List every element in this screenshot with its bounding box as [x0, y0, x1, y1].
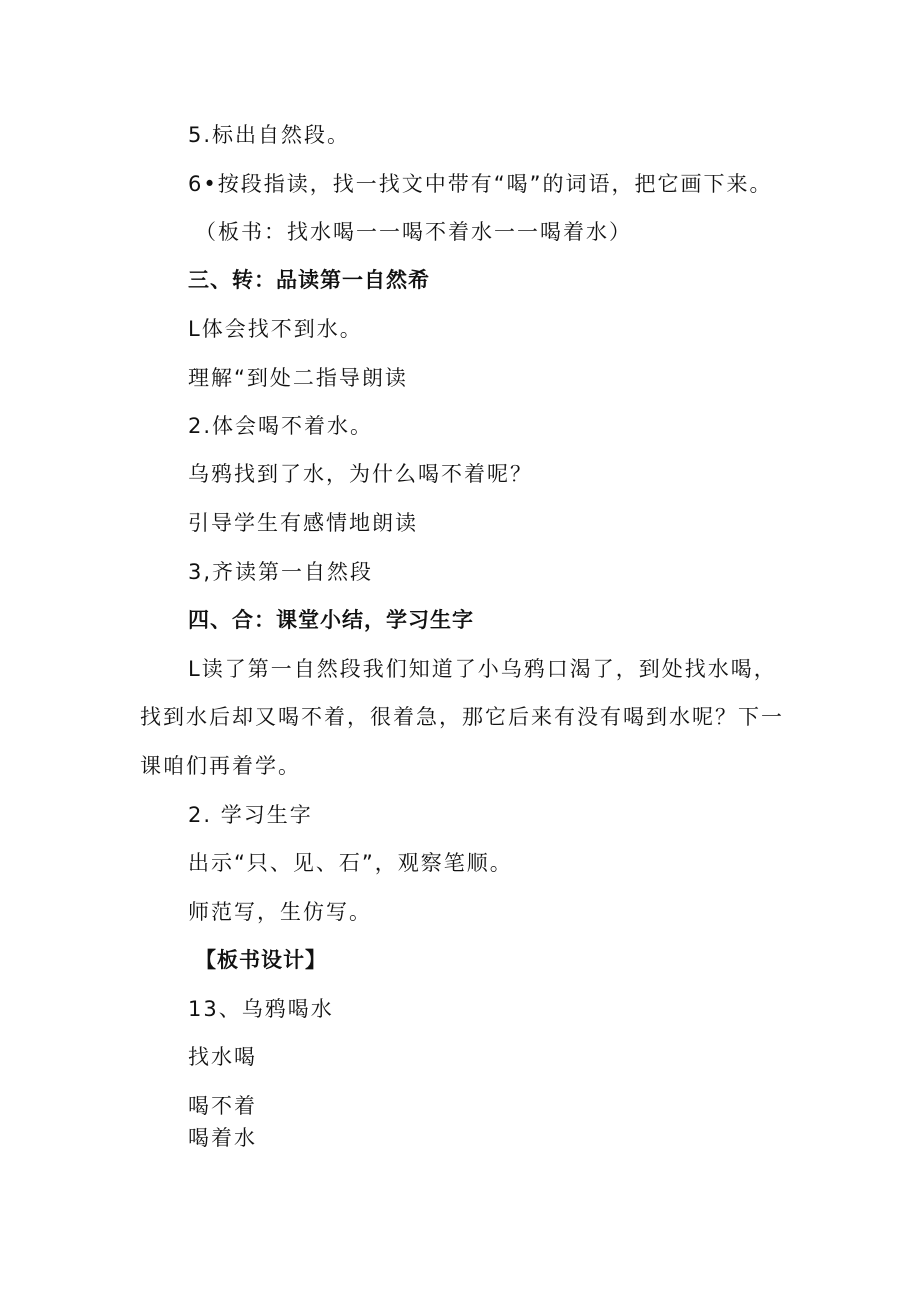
step-6-find-words: 6•按段指读，找一找文中带有“喝”的词语，把它画下来。 — [188, 172, 773, 196]
item-1-no-water: L体会找不到水。 — [188, 317, 363, 341]
step-5-mark-paragraphs: 5.标出自然段。 — [188, 123, 351, 147]
section-heading-3: 三、转：品读第一自然希 — [188, 268, 430, 292]
item-2-cannot-drink: 2.体会喝不着水。 — [188, 414, 374, 438]
board-item-find-water: 找水喝 — [188, 1045, 257, 1069]
crow-question: 乌鸦找到了水，为什么喝不着呢？ — [188, 462, 533, 486]
learn-characters: 2. 学习生字 — [188, 803, 313, 827]
board-item-cannot-drink: 喝不着 — [188, 1094, 257, 1118]
summary-line-3: 课咱们再着学。 — [140, 754, 301, 778]
show-characters: 出示“只、见、石”，观察笔顺。 — [188, 851, 513, 875]
blackboard-design-heading: 【板书设计】 — [195, 948, 327, 972]
lesson-title: 13、乌鸦喝水 — [188, 997, 334, 1021]
blackboard-note: （板书：找水喝一一喝不着水一一喝着水） — [195, 220, 632, 244]
summary-line-2: 找到水后却又喝不着，很着急，那它后来有没有喝到水呢？下一 — [140, 705, 784, 729]
board-item-drink-water: 喝着水 — [188, 1126, 257, 1150]
guide-reading: 引导学生有感情地朗读 — [188, 511, 418, 535]
item-3-read-together: 3,齐读第一自然段 — [188, 560, 374, 584]
summary-line-1: L读了第一自然段我们知道了小乌鸦口渴了，到处找水喝， — [188, 657, 777, 681]
understand-everywhere: 理解“到处二指导朗读 — [188, 366, 408, 390]
section-heading-4: 四、合：课堂小结，学习生字 — [188, 608, 474, 632]
teacher-demo: 师范写，生仿写。 — [188, 900, 372, 924]
